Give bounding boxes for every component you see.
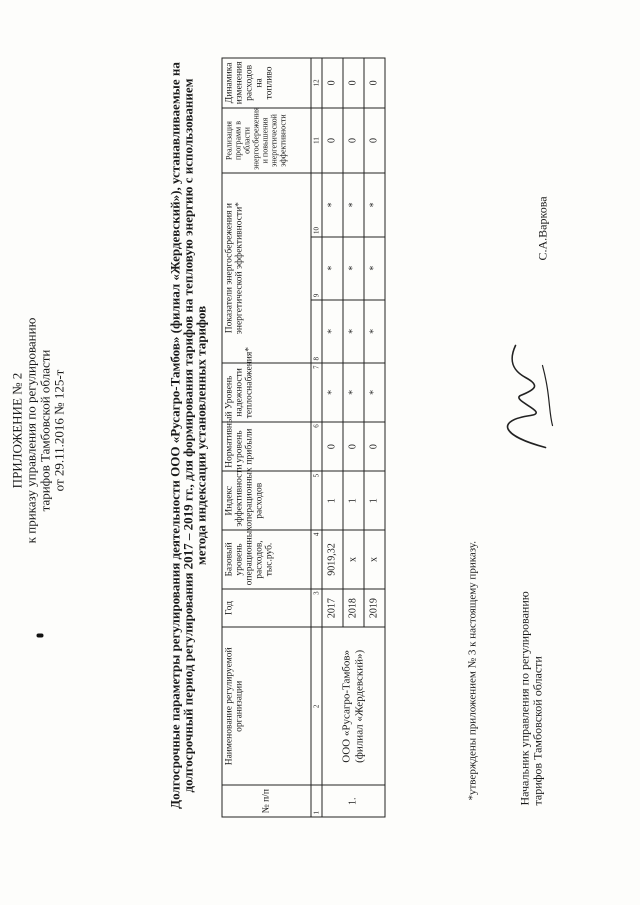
- index-cell: 1: [343, 471, 364, 530]
- organization-name: [322, 627, 385, 785]
- col-number: 10: [311, 173, 322, 236]
- reliability-cell: *: [364, 363, 385, 422]
- col-number: 6: [311, 421, 322, 471]
- appendix-header: [10, 300, 66, 560]
- column-number-row: [311, 58, 322, 817]
- energy-cell: *: [322, 299, 343, 362]
- table-header-row: [222, 58, 311, 817]
- fuel-cell: 0: [322, 58, 343, 108]
- appendix-line-1: к приказу управления по регулированию: [23, 317, 38, 543]
- col-number: 5: [311, 471, 322, 530]
- header-base-level: Базовый уровень операционных расходов, тыс.руб.: [222, 530, 311, 589]
- stray-ink-mark: [36, 633, 43, 637]
- signoff-name: С.А.Варкова: [535, 195, 549, 260]
- year-cell: 2019: [364, 588, 385, 626]
- program-cell: 0: [343, 107, 364, 173]
- header-num: № п/п: [222, 785, 311, 817]
- norm-cell: 0: [343, 421, 364, 471]
- heading-line-1: Долгосрочные параметры регулирования деятельности ООО «Русагро-Тамбов» (филиал «Жердевский»), устанавливаемые на: [167, 61, 182, 809]
- appendix-title: ПРИЛОЖЕНИЕ № 2: [9, 372, 24, 488]
- appendix-line-3: от 29.11.2016 № 125-т: [51, 369, 66, 491]
- footnote: *утверждены приложением № 3 к настоящему приказу.: [466, 540, 478, 800]
- fuel-cell: 0: [343, 58, 364, 108]
- norm-cell: 0: [364, 421, 385, 471]
- col-number: 11: [311, 107, 322, 173]
- col-number: 8: [311, 299, 322, 362]
- col-number: 7: [311, 363, 322, 422]
- base-cell: х: [343, 530, 364, 589]
- signoff-position-line-1: Начальник управления по регулированию: [517, 590, 531, 805]
- index-cell: 1: [364, 471, 385, 530]
- reliability-cell: *: [343, 363, 364, 422]
- header-year: Год: [222, 588, 311, 626]
- norm-cell: 0: [322, 421, 343, 471]
- year-cell: 2017: [322, 588, 343, 626]
- header-reliability: Уровень надежности теплоснабжения*: [222, 363, 311, 422]
- header-normative-profit: Нормативный уровень прибыли: [222, 421, 311, 471]
- program-cell: 0: [322, 107, 343, 173]
- regulation-parameters-table: [221, 57, 385, 817]
- base-cell: 9019,32: [322, 530, 343, 589]
- col-number: 4: [311, 530, 322, 589]
- energy-cell: *: [343, 236, 364, 299]
- base-cell: х: [364, 530, 385, 589]
- document-heading: [168, 15, 207, 855]
- fuel-cell: 0: [364, 58, 385, 108]
- appendix-line-2: тарифов Тамбовской области: [37, 349, 52, 511]
- header-efficiency-index: Индекс эффективности операционных расходов: [222, 471, 311, 530]
- table-row: [322, 58, 343, 817]
- header-energy-indicators: Показатели энергосбережения и энергетической эффективности*: [222, 173, 311, 363]
- energy-cell: *: [322, 236, 343, 299]
- organization-line-2: (филиал «Жердевский»): [353, 649, 365, 763]
- header-program: Реализация программ в области энергосбережения и повышения энергетической эффективности: [222, 107, 311, 173]
- year-cell: 2018: [343, 588, 364, 626]
- col-number: 9: [311, 236, 322, 299]
- energy-cell: *: [364, 236, 385, 299]
- row-number: 1.: [322, 785, 385, 817]
- signoff-position: [518, 591, 544, 805]
- heading-line-3: метода индексации установленных тарифов: [193, 305, 208, 565]
- energy-cell: *: [322, 173, 343, 236]
- signoff-position-line-2: тарифов Тамбовской области: [530, 655, 544, 805]
- col-number: 12: [311, 58, 322, 108]
- header-fuel-dynamics: Динамика изменения расходов на топливо: [222, 58, 311, 108]
- col-number: 2: [311, 627, 322, 785]
- handwritten-signature: [490, 335, 560, 455]
- energy-cell: *: [343, 299, 364, 362]
- col-number: 3: [311, 588, 322, 626]
- header-organization: Наименование регулируемой организации: [222, 627, 311, 785]
- organization-line-1: ООО «Русагро-Тамбов»: [340, 649, 352, 763]
- reliability-cell: *: [322, 363, 343, 422]
- heading-line-2: долгосрочный период регулирования 2017 – 2019 гг., для формирования тарифов на тепловую энергию с использованием: [180, 78, 195, 792]
- program-cell: 0: [364, 107, 385, 173]
- index-cell: 1: [322, 471, 343, 530]
- energy-cell: *: [364, 173, 385, 236]
- energy-cell: *: [343, 173, 364, 236]
- energy-cell: *: [364, 299, 385, 362]
- col-number: 1: [311, 785, 322, 817]
